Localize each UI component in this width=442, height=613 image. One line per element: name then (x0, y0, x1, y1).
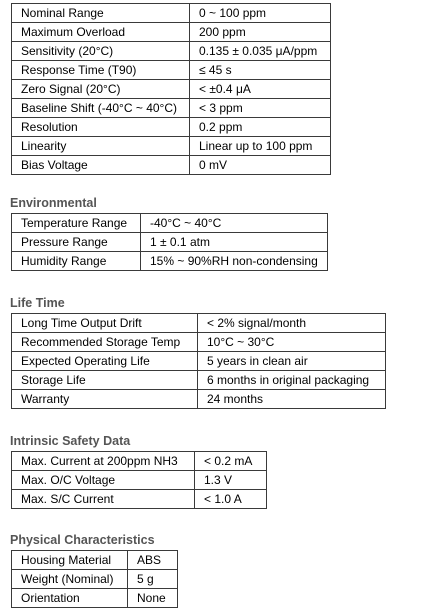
table-row (12, 61, 331, 80)
spec-value: 0 mV (190, 156, 331, 175)
spec-value: -40°C ~ 40°C (141, 214, 328, 233)
spec-label: Pressure Range (12, 233, 141, 252)
table-row (12, 118, 331, 137)
spec-label: Storage Life (12, 371, 198, 390)
spec-label: Resolution (12, 118, 190, 137)
spec-label: Zero Signal (20°C) (12, 80, 190, 99)
spec-value: 5 g (128, 570, 178, 589)
physical-characteristics-table (11, 550, 178, 608)
table-row (12, 352, 386, 371)
spec-value: 5 years in clean air (198, 352, 386, 371)
table-row (12, 471, 267, 490)
life-time-heading: Life Time (10, 296, 65, 310)
table-row (12, 4, 331, 23)
spec-label: Baseline Shift (-40°C ~ 40°C) (12, 99, 190, 118)
spec-label: Linearity (12, 137, 190, 156)
spec-value: 15% ~ 90%RH non-condensing (141, 252, 328, 271)
table-row (12, 137, 331, 156)
table-row (12, 570, 178, 589)
table-row (12, 23, 331, 42)
spec-value: < 3 ppm (190, 99, 331, 118)
table-row (12, 490, 267, 509)
spec-label: Max. Current at 200ppm NH3 (12, 452, 195, 471)
spec-value: ≤ 45 s (190, 61, 331, 80)
spec-label: Humidity Range (12, 252, 141, 271)
spec-label: Warranty (12, 390, 198, 409)
spec-value: 0.135 ± 0.035 μA/ppm (190, 42, 331, 61)
spec-label: Sensitivity (20°C) (12, 42, 190, 61)
spec-value: 0 ~ 100 ppm (190, 4, 331, 23)
spec-label: Recommended Storage Temp (12, 333, 198, 352)
spec-label: Temperature Range (12, 214, 141, 233)
spec-label: Housing Material (12, 551, 128, 570)
table-row (12, 390, 386, 409)
table-row (12, 452, 267, 471)
spec-value: < 2% signal/month (198, 314, 386, 333)
table-row (12, 371, 386, 390)
spec-label: Bias Voltage (12, 156, 190, 175)
table-row (12, 214, 328, 233)
table-row (12, 589, 178, 608)
table-row (12, 80, 331, 99)
spec-label: Nominal Range (12, 4, 190, 23)
spec-label: Max. S/C Current (12, 490, 195, 509)
life-time-table (11, 313, 386, 409)
intrinsic-safety-heading: Intrinsic Safety Data (10, 434, 131, 448)
table-row (12, 333, 386, 352)
spec-value: < 1.0 A (195, 490, 267, 509)
table-row (12, 252, 328, 271)
spec-value: Linear up to 100 ppm (190, 137, 331, 156)
spec-value: < 0.2 mA (195, 452, 267, 471)
spec-label: Long Time Output Drift (12, 314, 198, 333)
spec-value: 6 months in original packaging (198, 371, 386, 390)
spec-value: ABS (128, 551, 178, 570)
spec-value: 0.2 ppm (190, 118, 331, 137)
table-row (12, 156, 331, 175)
spec-label: Response Time (T90) (12, 61, 190, 80)
table-row (12, 42, 331, 61)
table-row (12, 314, 386, 333)
physical-characteristics-heading: Physical Characteristics (10, 533, 155, 547)
spec-label: Max. O/C Voltage (12, 471, 195, 490)
spec-value: 1.3 V (195, 471, 267, 490)
spec-label: Weight (Nominal) (12, 570, 128, 589)
table-row (12, 99, 331, 118)
spec-value: 24 months (198, 390, 386, 409)
spec-label: Orientation (12, 589, 128, 608)
spec-value: 1 ± 0.1 atm (141, 233, 328, 252)
spec-value: None (128, 589, 178, 608)
spec-value: < ±0.4 μA (190, 80, 331, 99)
environmental-heading: Environmental (10, 196, 97, 210)
table-row (12, 233, 328, 252)
spec-label: Expected Operating Life (12, 352, 198, 371)
spec-value: 200 ppm (190, 23, 331, 42)
spec-value: 10°C ~ 30°C (198, 333, 386, 352)
table-row (12, 551, 178, 570)
intrinsic-safety-table (11, 451, 267, 509)
spec-label: Maximum Overload (12, 23, 190, 42)
sensor-spec-table (11, 3, 331, 175)
environmental-table (11, 213, 328, 271)
